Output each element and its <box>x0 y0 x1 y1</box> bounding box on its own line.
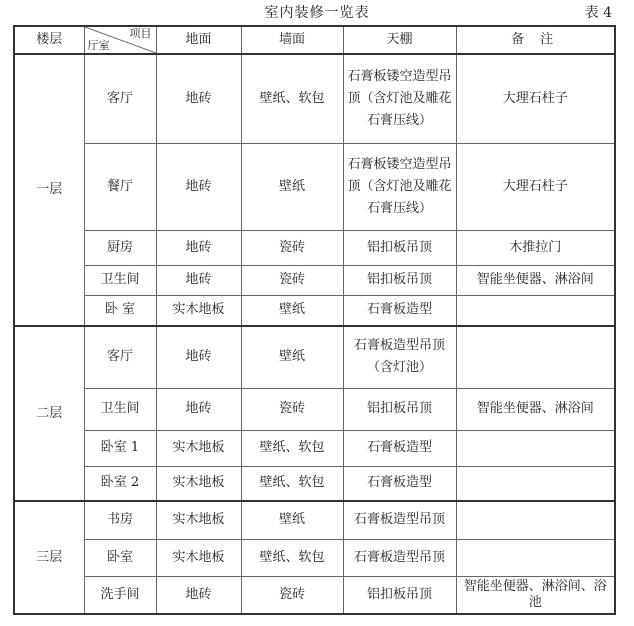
ground-cell: 实木地板 <box>156 501 241 539</box>
ground-cell: 地砖 <box>156 143 241 230</box>
table-row <box>14 326 615 388</box>
table-number: 表 4 <box>584 5 612 21</box>
ground-cell: 地砖 <box>156 388 241 430</box>
wall-cell: 壁纸、软包 <box>241 539 343 576</box>
ceiling-cell: 石膏板造型吊顶 <box>343 539 456 576</box>
table-row <box>14 143 615 230</box>
remark-cell: 大理石柱子 <box>456 54 615 143</box>
wall-cell: 壁纸、软包 <box>241 54 343 143</box>
wall-cell: 壁纸、软包 <box>241 466 343 501</box>
table-row <box>14 295 615 326</box>
table-row <box>14 388 615 430</box>
ground-cell: 地砖 <box>156 576 241 614</box>
wall-cell: 壁纸 <box>241 501 343 539</box>
header-ground: 地面 <box>156 26 241 54</box>
remark-cell <box>456 295 615 326</box>
header-row <box>14 26 615 54</box>
table-row <box>14 265 615 295</box>
decoration-table <box>13 25 616 615</box>
wall-cell: 瓷砖 <box>241 265 343 295</box>
room-cell: 卧室 <box>84 539 156 576</box>
header-floor: 楼层 <box>14 26 84 54</box>
header-item-label: 项目 <box>129 27 152 40</box>
ground-cell: 地砖 <box>156 265 241 295</box>
ground-cell: 地砖 <box>156 326 241 388</box>
room-cell: 客厅 <box>84 326 156 388</box>
ground-cell: 地砖 <box>156 54 241 143</box>
ground-cell: 实木地板 <box>156 466 241 501</box>
remark-cell <box>456 326 615 388</box>
wall-cell: 壁纸 <box>241 295 343 326</box>
room-cell: 书房 <box>84 501 156 539</box>
ceiling-cell: 铝扣板吊顶 <box>343 388 456 430</box>
ceiling-cell: 石膏板造型 <box>343 430 456 466</box>
wall-cell: 壁纸、软包 <box>241 430 343 466</box>
header-ceiling: 天棚 <box>343 26 456 54</box>
room-cell: 餐厅 <box>84 143 156 230</box>
table-row <box>14 430 615 466</box>
header-remark: 备 注 <box>456 26 615 54</box>
remark-cell <box>456 430 615 466</box>
ceiling-cell: 石膏板镂空造型吊顶（含灯池及雕花石膏压线） <box>343 143 456 230</box>
remark-cell <box>456 466 615 501</box>
table-row <box>14 54 615 143</box>
wall-cell: 瓷砖 <box>241 576 343 614</box>
room-cell: 卧室 1 <box>84 430 156 466</box>
ground-cell: 实木地板 <box>156 430 241 466</box>
remark-cell: 智能坐便器、淋浴间 <box>456 265 615 295</box>
wall-cell: 瓷砖 <box>241 230 343 265</box>
room-cell: 卧室 2 <box>84 466 156 501</box>
remark-cell: 大理石柱子 <box>456 143 615 230</box>
wall-cell: 壁纸 <box>241 326 343 388</box>
header-room-label: 厅室 <box>87 39 110 52</box>
header-diagonal-cell <box>84 26 156 54</box>
wall-cell: 瓷砖 <box>241 388 343 430</box>
ceiling-cell: 铝扣板吊顶 <box>343 265 456 295</box>
remark-cell: 智能坐便器、淋浴间 <box>456 388 615 430</box>
ceiling-cell: 石膏板造型 <box>343 466 456 501</box>
ceiling-cell: 铝扣板吊顶 <box>343 230 456 265</box>
ground-cell: 实木地板 <box>156 539 241 576</box>
room-cell: 客厅 <box>84 54 156 143</box>
ceiling-cell: 石膏板造型吊顶 <box>343 501 456 539</box>
ground-cell: 地砖 <box>156 230 241 265</box>
ceiling-cell: 石膏板镂空造型吊顶（含灯池及雕花石膏压线） <box>343 54 456 143</box>
floor-label: 二层 <box>14 326 84 501</box>
ceiling-cell: 石膏板造型吊顶（含灯池） <box>343 326 456 388</box>
wall-cell: 壁纸 <box>241 143 343 230</box>
header-wall: 墙面 <box>241 26 343 54</box>
table-row <box>14 466 615 501</box>
floor-label: 一层 <box>14 54 84 326</box>
room-cell: 厨房 <box>84 230 156 265</box>
remark-cell <box>456 501 615 539</box>
room-cell: 卫生间 <box>84 388 156 430</box>
table-row <box>14 539 615 576</box>
room-cell: 卧 室 <box>84 295 156 326</box>
remark-cell: 智能坐便器、淋浴间、浴池 <box>456 576 615 614</box>
table-row <box>14 576 615 614</box>
remark-cell: 木推拉门 <box>456 230 615 265</box>
table-row <box>14 501 615 539</box>
ground-cell: 实木地板 <box>156 295 241 326</box>
table-row <box>14 230 615 265</box>
floor-label: 三层 <box>14 501 84 614</box>
ceiling-cell: 铝扣板吊顶 <box>343 576 456 614</box>
ceiling-cell: 石膏板造型 <box>343 295 456 326</box>
room-cell: 卫生间 <box>84 265 156 295</box>
room-cell: 洗手间 <box>84 576 156 614</box>
remark-cell <box>456 539 615 576</box>
document-title: 室内装修一览表 <box>264 5 370 21</box>
